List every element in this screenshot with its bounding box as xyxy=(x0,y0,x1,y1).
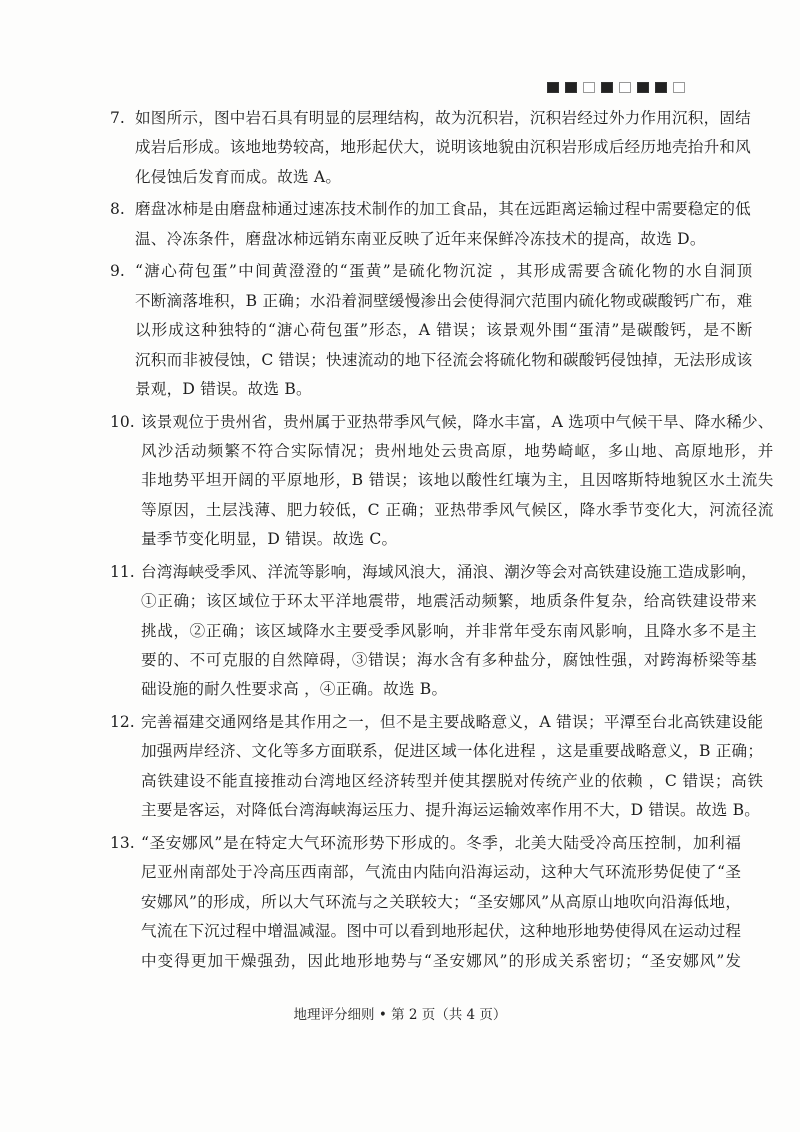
question-number: 8. xyxy=(110,200,125,219)
text-line: 化侵蚀后发育而成。故选 A。 xyxy=(135,167,342,186)
answer-item xyxy=(110,257,753,404)
answer-item xyxy=(110,408,774,555)
text-line: 以形成这种独特的“溏心荷包蛋”形态，A 错误；该景观外围“蛋清”是碳酸钙，是不断 xyxy=(135,321,753,340)
empty-square-mark xyxy=(673,82,685,93)
answer-text xyxy=(141,408,774,555)
text-line: 等原因，土层浅薄、肥力较低，C 正确；亚热带季风气候区，降水季节变化大，河流径流 xyxy=(141,500,774,519)
text-line: 成岩后形成。该地地势较高，地形起伏大，说明该地貌由沉积岩形成后经历地壳抬升和风 xyxy=(135,138,751,157)
text-line: 非地势平坦开阔的平原地形，B 错误；该地以酸性红壤为主，且因喀斯特地貌区水土流失 xyxy=(141,471,774,490)
text-line: 要的、不可克服的自然障碍，③错误；海水含有多种盐分，腐蚀性强，对跨海桥梁等基 xyxy=(141,651,757,670)
text-line: 沉积而非被侵蚀，C 错误；快速流动的地下径流会将硫化物和碳酸钙侵蚀掉，无法形成该 xyxy=(135,350,753,369)
filled-square-mark xyxy=(601,82,613,93)
question-number: 7. xyxy=(110,109,125,127)
answer-text xyxy=(135,257,752,404)
text-line: 如图所示，图中岩石具有明显的层理结构，故为沉积岩，沉积岩经过外力作用沉积，固结 xyxy=(135,109,751,127)
text-line: 中变得更加干燥强劲，因此地形地势与“圣安娜风”的形成关系密切；“圣安娜风”发 xyxy=(141,951,742,970)
answer-text xyxy=(135,195,751,254)
question-number: 12. xyxy=(110,713,135,732)
answer-text xyxy=(135,104,751,192)
empty-square-mark xyxy=(583,82,595,93)
answer-item xyxy=(110,195,751,254)
text-line: 安娜风”的形成，所以大气环流与之关联较大；“圣安娜风”从高原山地吹向沿海低地， xyxy=(141,892,742,911)
text-line: “溏心荷包蛋”中间黄澄澄的“蛋黄”是硫化物沉淀 ，其形成需要含硫化物的水自洞顶 xyxy=(135,262,753,281)
answer-text xyxy=(141,829,741,976)
text-line: 完善福建交通网络是其作用之一，但不是主要战略意义，A 错误；平潭至台北高铁建设能 xyxy=(141,713,764,732)
question-number: 11. xyxy=(110,562,135,581)
question-number: 10. xyxy=(110,412,135,431)
filled-square-mark xyxy=(637,82,649,93)
text-line: 气流在下沉过程中增温减湿。图中可以看到地形起伏，这种地形地势使得风在运动过程 xyxy=(141,922,742,941)
text-line: 量季节变化明显，D 错误。故选 C。 xyxy=(141,530,398,549)
text-line: 风沙活动频繁不符合实际情况；贵州地处云贵高原，地势崎岖，多山地、高原地形，并 xyxy=(141,442,774,461)
filled-square-mark xyxy=(655,82,667,93)
text-line: 尼亚州南部处于冷高压西南部，气流由内陆向沿海运动，这种大气环流形势促使了“圣 xyxy=(141,863,742,882)
text-line: 台湾海峡受季风、洋流等影响，海域风浪大，涌浪、潮汐等会对高铁建设施工造成影响， xyxy=(141,562,757,581)
text-line: 挑战，②正确；该区域降水主要受季风影响，并非常年受东南风影响，且降水多不是主 xyxy=(141,621,757,640)
text-line: 高铁建设不能直接推动台湾地区经济转型并使其摆脱对传统产业的依赖 ，C 错误；高铁 xyxy=(141,771,764,790)
text-line: 磨盘冰柿是由磨盘柿通过速冻技术制作的加工食品，其在远距离运输过程中需要稳定的低 xyxy=(135,200,751,219)
text-line: “圣安娜风”是在特定大气环流形势下形成的。冬季，北美大陆受冷高压控制，加利福 xyxy=(141,833,742,852)
text-line: 主要是客运，对降低台湾海峡海运压力、提升海运运输效率作用不大，D 错误。故选 B。 xyxy=(141,801,761,820)
text-line: 加强两岸经济、文化等多方面联系，促进区域一体化进程 ，这是重要战略意义，B 正确； xyxy=(141,742,764,761)
answer-item xyxy=(110,104,751,192)
text-line: 该景观位于贵州省，贵州属于亚热带季风气候，降水丰富，A 选项中气候干旱、降水稀少、 xyxy=(141,412,774,431)
text-line: 温、冷冻条件，磨盘冰柿远销东南亚反映了近年来保鲜冷冻技术的提高，故选 D。 xyxy=(135,229,706,248)
answer-item xyxy=(110,829,742,976)
answer-text xyxy=(141,558,757,705)
page-footer: 地理评分细则 • 第 2 页（共 4 页） xyxy=(293,1007,507,1023)
empty-square-mark xyxy=(619,82,631,93)
header-marks xyxy=(547,82,685,93)
answer-explanations xyxy=(110,104,774,979)
filled-square-mark xyxy=(565,82,577,93)
question-number: 9. xyxy=(110,262,125,281)
text-line: 不断滴落堆积，B 正确；水沿着洞壁缓慢渗出会使得洞穴范围内硫化物或碳酸钙广布，难 xyxy=(135,291,753,310)
answer-item xyxy=(110,708,764,826)
answer-text xyxy=(141,708,763,826)
question-number: 13. xyxy=(110,833,135,852)
answer-item xyxy=(110,558,757,705)
text-line: ①正确；该区域位于环太平洋地震带，地震活动频繁，地质条件复杂，给高铁建设带来 xyxy=(141,592,757,611)
text-line: 景观，D 错误。故选 B。 xyxy=(135,380,312,399)
text-line: 础设施的耐久性要求高 ，④正确。故选 B。 xyxy=(141,680,448,699)
filled-square-mark xyxy=(547,82,559,93)
